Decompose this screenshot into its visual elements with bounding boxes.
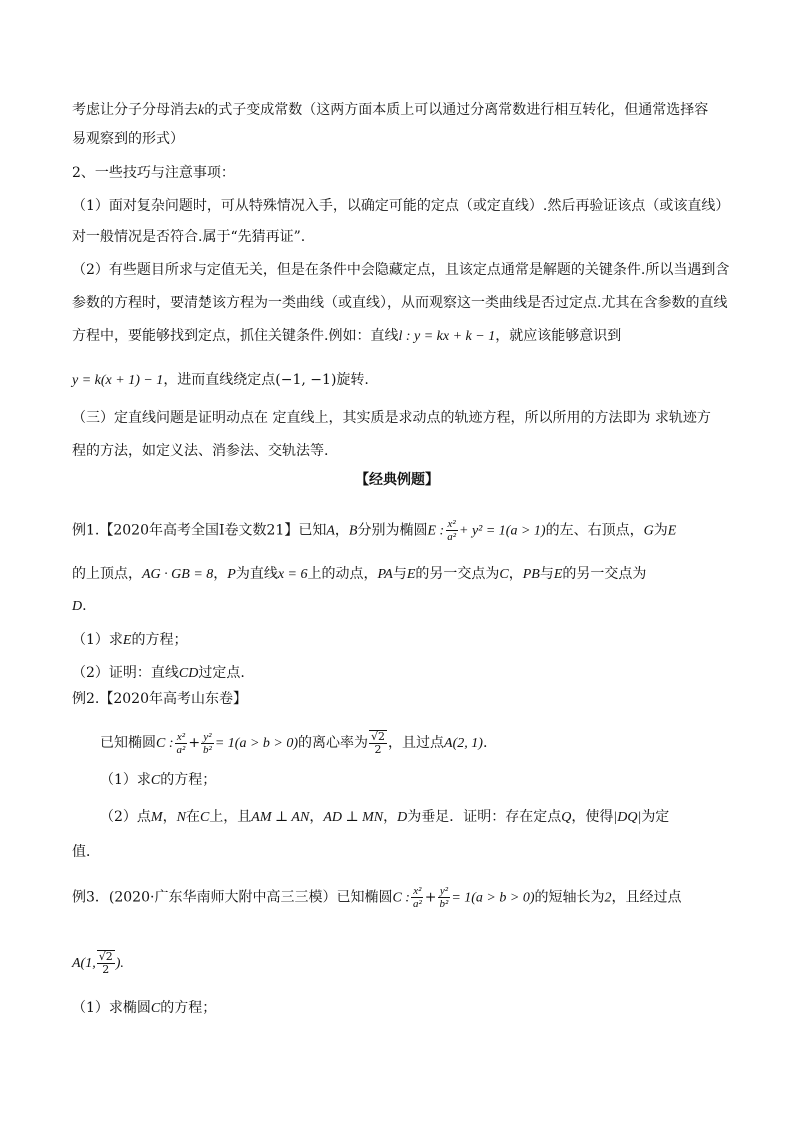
var: G	[643, 523, 654, 539]
text: 在	[185, 809, 200, 825]
part3-line-2: 程的方法，如定义法、消参法、交轨法等.	[72, 443, 329, 459]
text: 方程中，要能够找到定点，抓住关键条件.例如：直线	[72, 328, 399, 344]
text: ，且过点	[388, 735, 445, 751]
var: E	[406, 567, 416, 582]
var: C :	[392, 890, 410, 906]
perp: AD ⊥ MN	[323, 810, 384, 825]
tip-2-line-3	[72, 326, 621, 347]
fraction	[175, 731, 188, 756]
numerator: y²	[203, 730, 212, 743]
text: 上的动点，	[307, 566, 378, 582]
denominator: a²	[447, 531, 456, 543]
text: （1）求	[72, 632, 123, 648]
var: C :	[156, 736, 174, 751]
var: C	[150, 1001, 161, 1016]
ex2-q2	[100, 807, 669, 828]
dot-product: AG · GB = 8	[142, 567, 214, 582]
text: .	[82, 598, 87, 614]
text: 过定点.	[198, 665, 245, 681]
var: x = 6	[277, 567, 308, 582]
section-title: 【经典例题】	[355, 472, 439, 488]
perp: AM ⊥ AN	[251, 810, 310, 825]
var: E	[122, 633, 132, 648]
numerator: x²	[413, 885, 422, 897]
text: （1）求	[100, 772, 151, 788]
ex2-q1	[100, 770, 216, 791]
var: B	[348, 523, 358, 539]
fraction	[369, 730, 387, 756]
fraction	[438, 885, 451, 910]
ex1-line-2	[72, 564, 646, 585]
text: ，	[334, 522, 349, 539]
text: +	[424, 889, 437, 906]
ex3-q1	[72, 998, 216, 1019]
numerator: √2	[98, 950, 113, 963]
text: 为垂足．证明：存在定点	[407, 809, 562, 825]
denominator: b²	[203, 743, 212, 756]
equation: = 1(a > b > 0)	[451, 890, 535, 906]
text: 与	[539, 566, 554, 582]
ex2-label: 例2.【2020年高考山东卷】	[72, 691, 247, 707]
text: ，	[309, 809, 324, 825]
var: N	[176, 810, 186, 825]
line-formula: l : y = kx + k − 1	[398, 329, 496, 344]
fraction	[445, 518, 458, 543]
ex3-line-1	[72, 885, 681, 910]
ex2-q2-end: 值．	[72, 844, 100, 860]
intro-line-1	[72, 100, 708, 121]
var: M	[150, 810, 163, 825]
text: 的式子变成常数（这两方面本质上可以通过分离常数进行相互转化，但通常选择容	[204, 102, 709, 118]
text: 上，且	[209, 809, 252, 825]
fraction	[411, 885, 424, 910]
var: C	[199, 810, 210, 825]
text: ，使得	[571, 809, 614, 825]
text: 分别为椭圆	[357, 522, 428, 539]
var: P	[227, 567, 236, 582]
text: ，	[508, 566, 523, 582]
var: CD	[178, 666, 199, 681]
abs: |DQ|	[613, 810, 642, 825]
text: 已知椭圆	[100, 735, 156, 751]
var: E :	[427, 523, 445, 539]
denominator: a²	[176, 743, 186, 756]
equation: = 1(a > b > 0)	[214, 736, 299, 751]
denominator: a²	[412, 898, 422, 910]
var: Q	[561, 810, 572, 825]
text: 的离心率为	[298, 735, 369, 751]
var: E	[667, 523, 677, 539]
tip-2-line-4	[72, 370, 369, 391]
ex1-q2	[72, 663, 245, 684]
tip-1-line-2: 对一般情况是否符合.属于“先猜再证”.	[72, 229, 306, 245]
text: 考虑让分子分母消去	[72, 102, 198, 118]
text: ，且经过点	[611, 889, 682, 906]
tip-2-line-1: （2）有些题目所求与定值无关，但是在条件中会隐藏定点，且该定点通常是解题的关键条件.所以当遇到含	[72, 262, 730, 278]
var: D	[72, 599, 83, 614]
var: PB	[522, 567, 540, 582]
fraction	[97, 950, 115, 976]
denominator: 2	[374, 743, 382, 756]
text: ，	[213, 566, 228, 582]
text: 为定	[641, 809, 670, 825]
ex1-q1	[72, 630, 187, 651]
text: 为	[653, 522, 668, 539]
denominator: 2	[102, 963, 110, 976]
text: 与	[392, 566, 407, 582]
tip-1-line-1: （1）面对复杂问题时，可从特殊情况入手，以确定可能的定点（或定直线）.然后再验证该点（或该直线）	[72, 198, 730, 214]
text: 的另一交点为	[415, 566, 500, 582]
text: 的左、右顶点，	[545, 522, 644, 539]
point: A(1,	[72, 956, 96, 971]
text: 为直线	[235, 566, 278, 582]
text: 的另一交点为	[562, 566, 647, 582]
ex3-line-2	[72, 950, 124, 976]
number: 2	[604, 890, 612, 906]
text: （1）求椭圆	[72, 1000, 151, 1016]
equation: + y² = 1(a > 1)	[459, 523, 546, 539]
var: E	[553, 567, 563, 582]
numerator: x²	[447, 518, 456, 530]
tips-heading: 2、一些技巧与注意事项：	[72, 165, 235, 181]
text: +	[188, 735, 201, 751]
ex2-line-1	[100, 730, 487, 756]
var-k: k	[198, 103, 205, 118]
text: 的方程；	[131, 632, 188, 648]
text: 的方程；	[160, 772, 217, 788]
intro-line-2	[72, 129, 184, 149]
var: PA	[377, 567, 393, 582]
var: A	[326, 523, 335, 539]
point: A(2, 1)	[444, 736, 483, 751]
text: 例1.【2020年高考全国Ⅰ卷文数21】已知	[72, 522, 327, 539]
fraction	[201, 731, 214, 756]
text: （2）点	[100, 809, 151, 825]
tip-2-line-2: 参数的方程时，要清楚该方程为一类曲线（或直线），从而观察这一类曲线是否过定点.尤其在含参数的直线	[72, 295, 728, 311]
var: C	[499, 567, 509, 582]
text: ，	[162, 809, 177, 825]
text: ，进而直线绕定点(−1, −1)旋转.	[163, 372, 369, 388]
part3-line-1: （三）定直线问题是证明动点在 定直线上，其实质是求动点的轨迹方程，所以所用的方法即为 求轨迹方	[72, 410, 711, 426]
line-formula: y = k(x + 1) − 1	[72, 373, 164, 388]
text: （2）证明：直线	[72, 665, 179, 681]
point-end: ).	[115, 956, 124, 971]
text: 的短轴长为	[534, 889, 605, 906]
var: C	[150, 773, 161, 788]
text: ，就应该能够意识到	[495, 328, 622, 344]
text: 例3．(2020·广东华南师大附中高三三模）已知椭圆	[72, 889, 393, 906]
ex1-line-1	[72, 518, 676, 543]
numerator: √2	[371, 730, 386, 743]
text: 的方程；	[160, 1000, 217, 1016]
text: ，	[383, 809, 398, 825]
ex1-line-3	[72, 596, 87, 617]
denominator: b²	[439, 898, 449, 910]
numerator: y²	[439, 885, 448, 897]
var: D	[397, 810, 408, 825]
text: .	[482, 735, 488, 751]
text: 易观察到的形式）	[72, 131, 184, 147]
numerator: x²	[176, 730, 185, 743]
text: 的上顶点，	[72, 566, 142, 582]
